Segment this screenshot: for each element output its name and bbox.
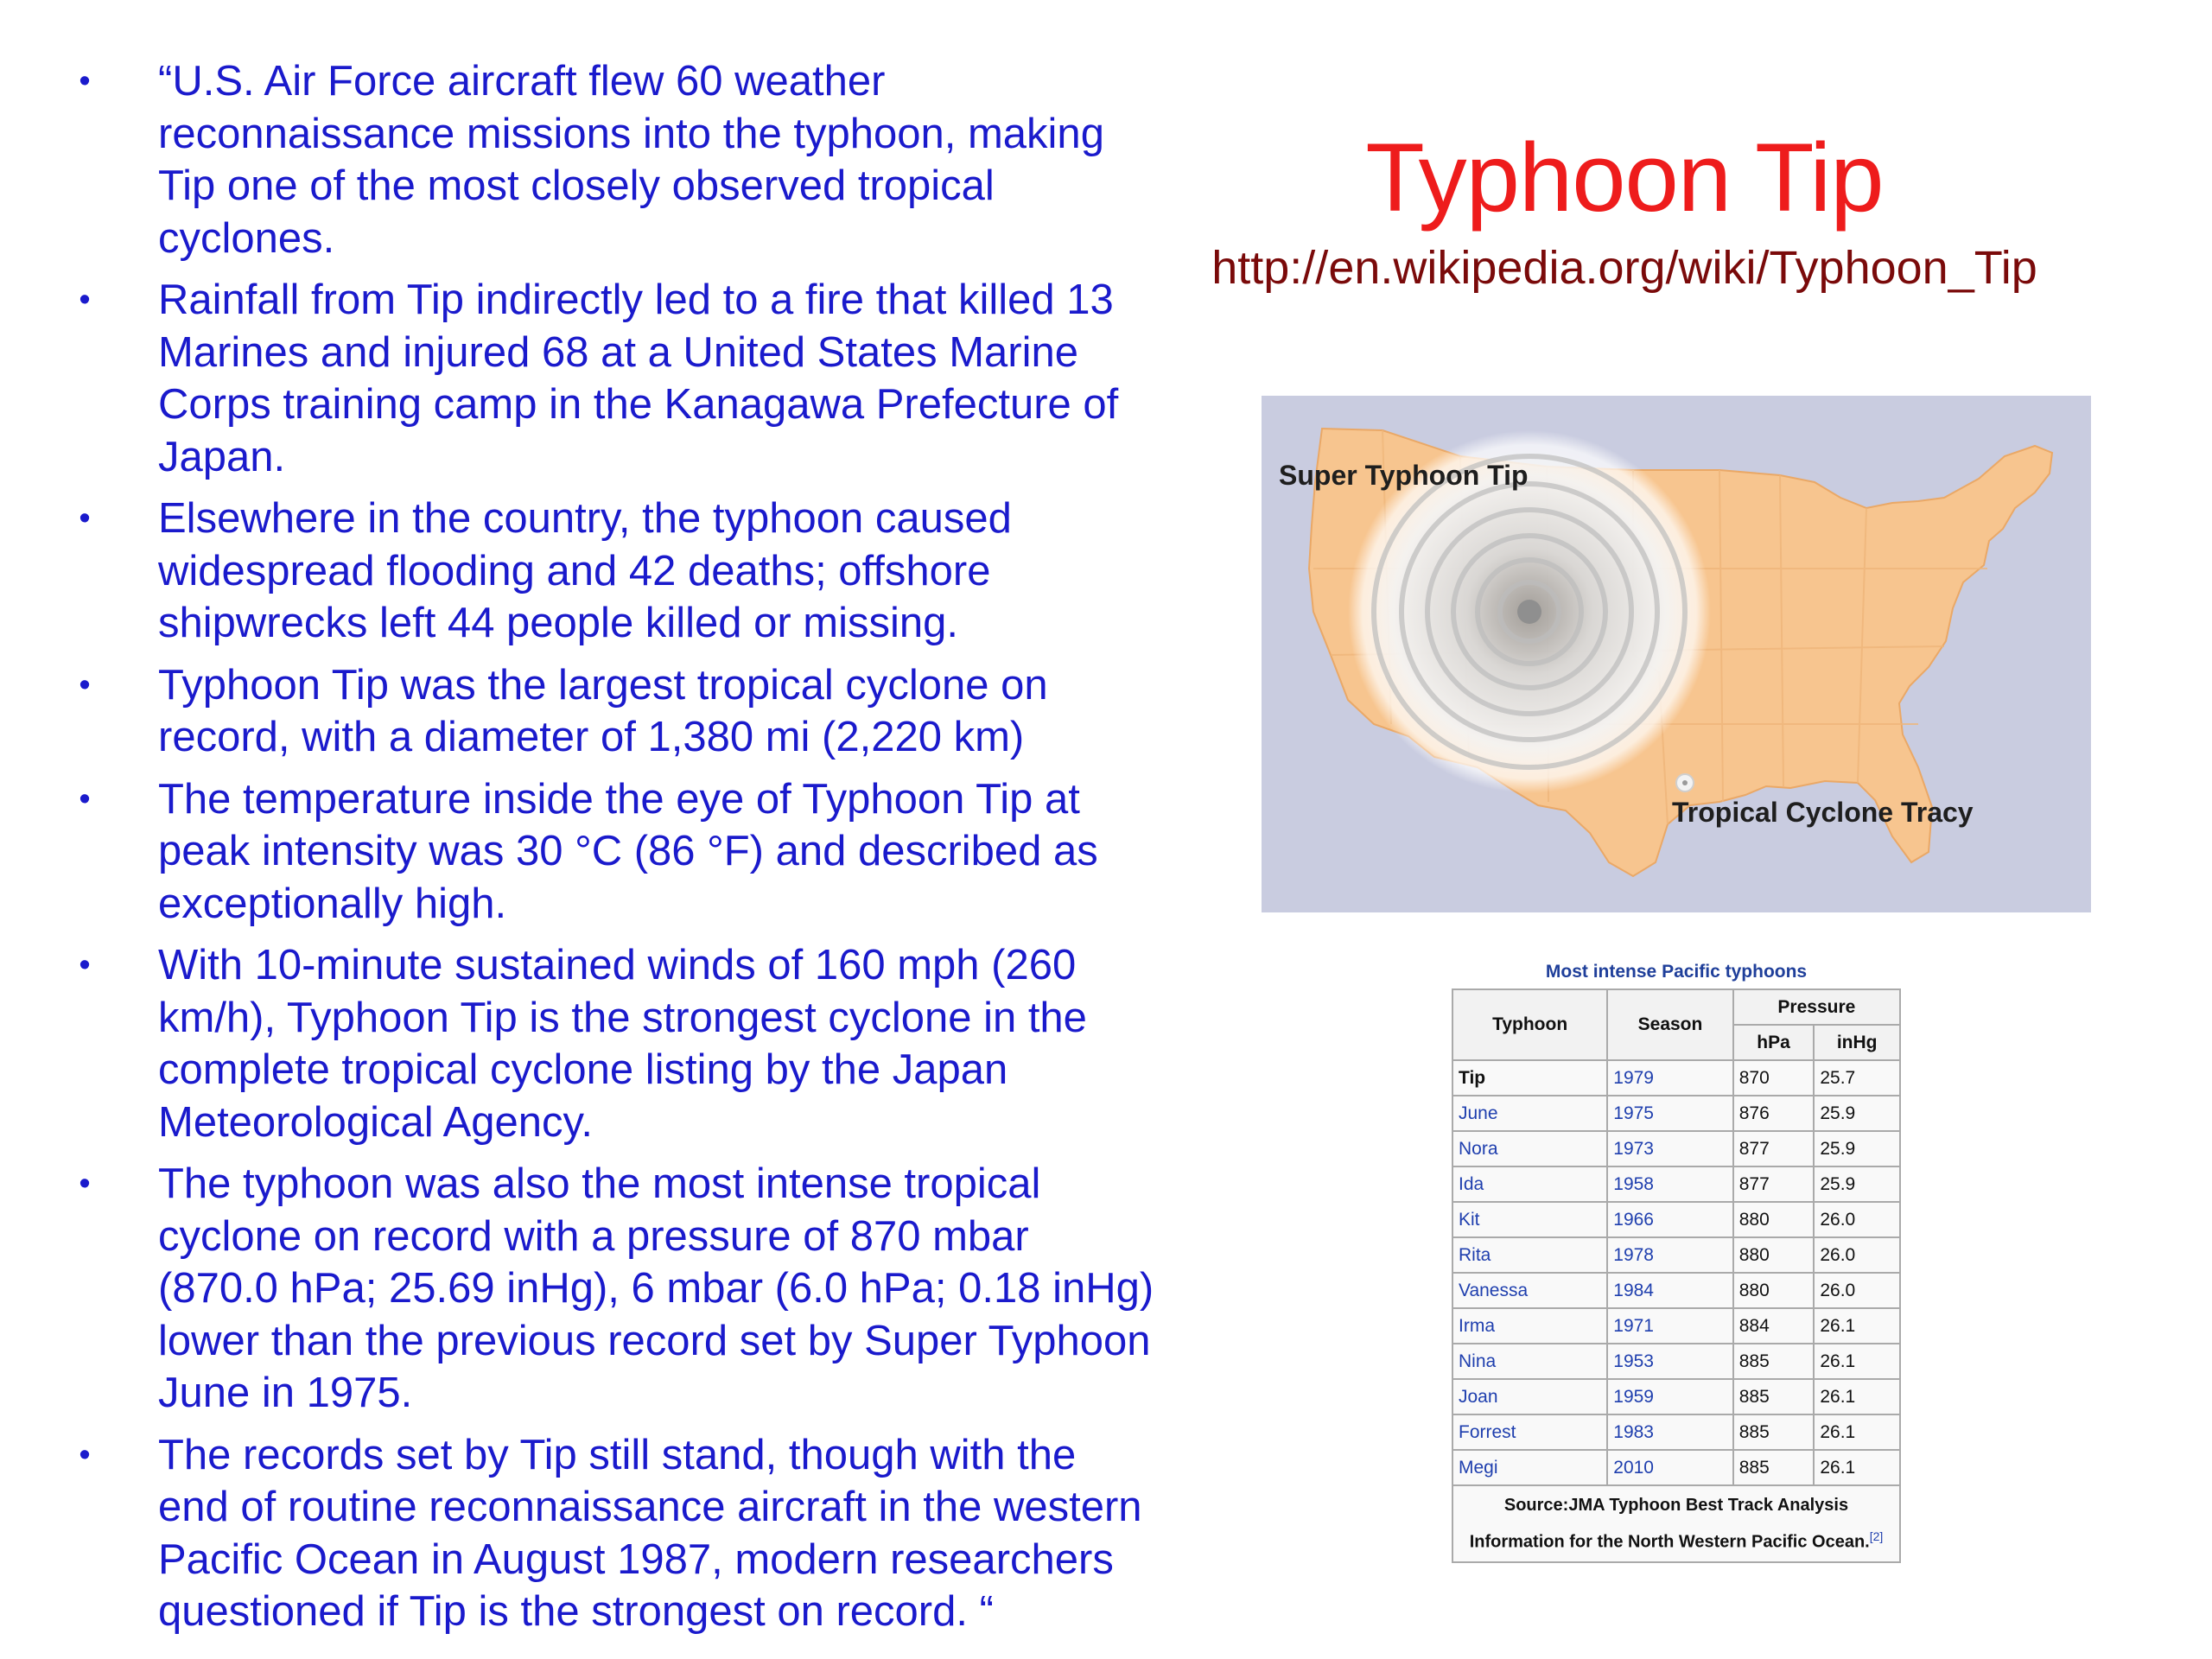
inhg-value: 26.0: [1814, 1237, 1900, 1273]
season-link[interactable]: 1983: [1607, 1414, 1732, 1450]
source-line-1: Source:JMA Typhoon Best Track Analysis: [1503, 1496, 1849, 1515]
table-row: [1452, 1414, 1900, 1450]
typhoon-name-link[interactable]: Nina: [1452, 1344, 1607, 1379]
typhoon-name-link[interactable]: Rita: [1452, 1237, 1607, 1273]
typhoon-name-link[interactable]: Kit: [1452, 1202, 1607, 1237]
season-link[interactable]: 1966: [1607, 1202, 1732, 1237]
bullet-text: Typhoon Tip was the largest tropical cyclone on record, with a diameter of 1,380 mi (2,220 km): [158, 661, 1048, 760]
table-row: [1452, 1096, 1900, 1131]
table-row: [1452, 1308, 1900, 1344]
bullet-text: The temperature inside the eye of Typhoon Tip at peak intensity was 30 °C (86 °F) and described as exceptionally high.: [158, 775, 1098, 927]
season-link[interactable]: 1971: [1607, 1308, 1732, 1344]
typhoon-name-link[interactable]: Irma: [1452, 1308, 1607, 1344]
bullet-item: [0, 55, 1158, 264]
bullet-text: With 10-minute sustained winds of 160 mph (260 km/h), Typhoon Tip is the strongest cyclone in the complete tropical cyclone listing by the Japan Meteorological Agency.: [158, 942, 1087, 1146]
cyclone-tracy-label: Tropical Cyclone Tracy: [1672, 797, 1974, 828]
table-row: [1452, 1450, 1900, 1485]
table-row: [1452, 1273, 1900, 1308]
bullet-item: [0, 493, 1158, 650]
bullet-icon: •: [79, 500, 91, 537]
season-link[interactable]: 1979: [1607, 1060, 1732, 1096]
hpa-value: 877: [1733, 1166, 1815, 1202]
inhg-value: 26.1: [1814, 1379, 1900, 1414]
bullet-list: [0, 55, 1158, 1648]
bullet-text: Rainfall from Tip indirectly led to a fire that killed 13 Marines and injured 68 at a United States Marine Corps training camp in the Kanagawa Prefecture of Japan.: [158, 276, 1119, 480]
inhg-value: 25.9: [1814, 1096, 1900, 1131]
typhoon-name-link[interactable]: June: [1452, 1096, 1607, 1131]
bullet-icon: •: [79, 1436, 91, 1473]
typhoon-name-link[interactable]: Megi: [1452, 1450, 1607, 1485]
source-url-link[interactable]: http://en.wikipedia.org/wiki/Typhoon_Tip: [1211, 242, 2037, 294]
bullet-icon: •: [79, 947, 91, 983]
inhg-value: 25.7: [1814, 1060, 1900, 1096]
typhoon-name-link[interactable]: Nora: [1452, 1131, 1607, 1166]
hpa-value: 885: [1733, 1379, 1815, 1414]
table-source-row: [1452, 1485, 1900, 1562]
page-title: Typhoon Tip: [1365, 124, 1884, 232]
table-row: [1452, 1202, 1900, 1237]
hpa-value: 885: [1733, 1450, 1815, 1485]
table-caption: Most intense Pacific typhoons: [1545, 962, 1808, 982]
inhg-value: 26.1: [1814, 1414, 1900, 1450]
cyclone-tracy-marker: [1676, 774, 1694, 791]
table-row: [1452, 1344, 1900, 1379]
inhg-value: 26.0: [1814, 1202, 1900, 1237]
header-typhoon: Typhoon: [1452, 989, 1607, 1060]
inhg-value: 26.0: [1814, 1273, 1900, 1308]
typhoon-name-link[interactable]: Forrest: [1452, 1414, 1607, 1450]
bullet-text: Elsewhere in the country, the typhoon caused widespread flooding and 42 deaths; offshore shipwrecks left 44 people killed or missing.: [158, 495, 1012, 646]
hpa-value: 884: [1733, 1308, 1815, 1344]
source-line-2: Information for the North Western Pacific Ocean.: [1469, 1532, 1870, 1552]
season-link[interactable]: 1973: [1607, 1131, 1732, 1166]
inhg-value: 26.1: [1814, 1308, 1900, 1344]
bullet-text: “U.S. Air Force aircraft flew 60 weather reconnaissance missions into the typhoon, making Tip one of the most closely observed tropical cyclones.: [158, 58, 1104, 262]
hpa-value: 885: [1733, 1344, 1815, 1379]
bullet-icon: •: [79, 1166, 91, 1202]
season-link[interactable]: 1978: [1607, 1237, 1732, 1273]
typhoon-name-link[interactable]: Ida: [1452, 1166, 1607, 1202]
bullet-item: [0, 1158, 1158, 1420]
bullet-item: [0, 274, 1158, 483]
table-row: [1452, 1379, 1900, 1414]
bullet-icon: •: [79, 666, 91, 703]
season-link[interactable]: 1975: [1607, 1096, 1732, 1131]
season-link[interactable]: 1953: [1607, 1344, 1732, 1379]
season-link[interactable]: 1959: [1607, 1379, 1732, 1414]
hpa-value: 880: [1733, 1273, 1815, 1308]
typhoon-name-link[interactable]: Vanessa: [1452, 1273, 1607, 1308]
inhg-value: 25.9: [1814, 1131, 1900, 1166]
bullet-icon: •: [79, 282, 91, 318]
bullet-icon: •: [79, 63, 91, 99]
storm-size-comparison-map: [1262, 396, 2091, 912]
bullet-item: [0, 659, 1158, 764]
header-hpa: hPa: [1733, 1025, 1815, 1060]
intense-typhoons-table: [1452, 988, 1901, 1563]
typhoon-name-link[interactable]: Joan: [1452, 1379, 1607, 1414]
header-pressure: Pressure: [1733, 989, 1900, 1025]
bullet-text: The records set by Tip still stand, though with the end of routine reconnaissance aircraft in the western Pacific Ocean in August 1987, modern researchers questioned if Tip is the strongest on record. “: [158, 1431, 1142, 1635]
bullet-item: [0, 939, 1158, 1148]
table-row: [1452, 1060, 1900, 1096]
season-link[interactable]: 1958: [1607, 1166, 1732, 1202]
hpa-value: 880: [1733, 1237, 1815, 1273]
inhg-value: 25.9: [1814, 1166, 1900, 1202]
table-row: [1452, 1131, 1900, 1166]
source-reference-link[interactable]: [2]: [1869, 1529, 1884, 1543]
inhg-value: 26.1: [1814, 1344, 1900, 1379]
table-source-note: [1452, 1485, 1900, 1562]
super-typhoon-tip-label: Super Typhoon Tip: [1279, 460, 1529, 491]
bullet-item: [0, 1429, 1158, 1638]
inhg-value: 26.1: [1814, 1450, 1900, 1485]
table-row: [1452, 1237, 1900, 1273]
bullet-text: The typhoon was also the most intense tropical cyclone on record with a pressure of 870 mbar (870.0 hPa; 25.69 inHg), 6 mbar (6.0 hPa; 0.18 inHg) lower than the previous record set by Super Typhoon June in 1975.: [158, 1160, 1154, 1416]
season-link[interactable]: 1984: [1607, 1273, 1732, 1308]
season-link[interactable]: 2010: [1607, 1450, 1732, 1485]
hpa-value: 876: [1733, 1096, 1815, 1131]
header-inhg: inHg: [1814, 1025, 1900, 1060]
table-header-row: [1452, 989, 1900, 1025]
bullet-item: [0, 773, 1158, 931]
table-row: [1452, 1166, 1900, 1202]
hpa-value: 885: [1733, 1414, 1815, 1450]
hpa-value: 870: [1733, 1060, 1815, 1096]
typhoon-name: Tip: [1452, 1060, 1607, 1096]
header-season: Season: [1607, 989, 1732, 1060]
hpa-value: 880: [1733, 1202, 1815, 1237]
hpa-value: 877: [1733, 1131, 1815, 1166]
bullet-icon: •: [79, 780, 91, 817]
